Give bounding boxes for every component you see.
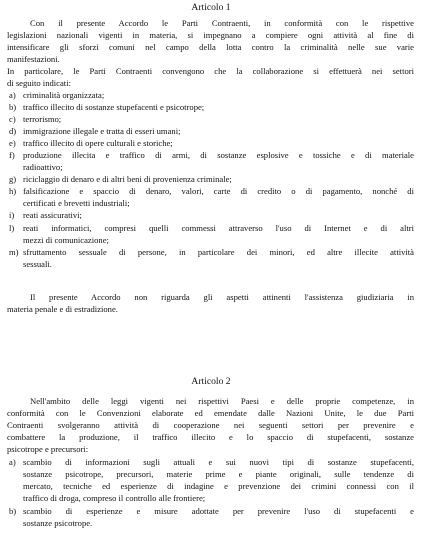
list-marker: d) <box>9 126 17 136</box>
list-item-continuation: certificati e brevetti industriali; <box>23 198 130 208</box>
list-marker: c) <box>9 114 16 124</box>
list-marker: f) <box>9 150 15 160</box>
list-item-text: scambio di informazioni sugli attuali e sui nuovi tipi di sostanze stupefacenti, <box>23 457 414 467</box>
article-1-p3-line: materia penale e di estradizione. <box>7 304 118 314</box>
list-marker: b) <box>9 506 17 516</box>
list-item-text: scambio di esperienze e misure adottate per prevenire l'uso di stupefacenti e <box>23 506 414 516</box>
article-2-p1-line: conformità con le Convenzioni elaborate ed emendate dalle Nazioni Unite, le due Parti <box>7 408 414 418</box>
list-item <box>9 186 414 197</box>
article-2-p1-line: combattere la produzione, il traffico illecito e lo spaccio di stupefacenti, sostanze <box>7 432 414 442</box>
list-item-continuation: sostanze psicotrope. <box>23 518 93 528</box>
list-item <box>9 90 104 101</box>
article-2-p1-line: Contraenti svolgeranno attività di cooperazione nei seguenti settori per prevenire e <box>7 420 414 430</box>
list-marker: h) <box>9 186 17 196</box>
article-2-p1-line: Nell'ambito delle leggi vigenti nei rispettivi Paesi e delle proprie competenze, in <box>30 396 414 406</box>
list-marker: g) <box>9 174 17 184</box>
article-1-p1-line: manifestazioni. <box>7 54 60 64</box>
list-item-text: falsificazione e spaccio di denaro, valori, carte di credito o di pagamento, nonché di <box>23 186 414 196</box>
article-1-title: Articolo 1 <box>191 2 231 13</box>
list-item-continuation: sessuali. <box>23 259 52 269</box>
list-item-text: reati assicurativi; <box>23 210 82 220</box>
list-item <box>9 138 173 149</box>
list-item-continuation: traffico di droga, compreso il controllo alle frontiere; <box>23 493 206 503</box>
list-item-text: criminalità organizzata; <box>23 90 105 100</box>
list-marker: i) <box>9 210 15 220</box>
list-item-text: reati informatici, compresi quelli commessi attraverso l'uso di Internet e di altri <box>23 223 414 233</box>
article-1-p1-line: intensificare gli sforzi comuni nel campo della lotta contro la criminalità nelle sue varie <box>7 42 414 52</box>
list-marker: m) <box>9 247 19 257</box>
list-marker: l) <box>9 223 15 233</box>
list-item <box>9 114 61 125</box>
list-item <box>9 210 82 221</box>
list-marker: a) <box>9 457 16 467</box>
article-1-p1-line: legislazioni nazionali vigenti in materia, si impegnano a compiere ogni attività al fine di <box>7 30 414 40</box>
list-item <box>9 506 414 517</box>
list-item <box>9 126 181 137</box>
list-item-text: riciclaggio di denaro e di altri beni di provenienza criminale; <box>23 174 232 184</box>
list-marker: b) <box>9 102 17 112</box>
list-item-continuation: sostanze psicotrope, precursori, materie prime e piante originali, sulle tendenze di <box>23 469 414 479</box>
list-item <box>9 150 414 161</box>
article-1-p3-line: Il presente Accordo non riguarda gli aspetti attinenti l'assistenza giudiziaria in <box>30 292 414 302</box>
article-1-p2-line: In particolare, le Parti Contraenti convengono che la collaborazione si effettuerà nei settori <box>7 66 414 76</box>
list-marker: a) <box>9 90 16 100</box>
list-item-continuation: mercato, tecniche ed esperienze di indagine e prevenzione dei crimini connessi con il <box>23 481 414 491</box>
list-item <box>9 457 414 468</box>
list-item-continuation: mezzi di comunicazione; <box>23 235 109 245</box>
article-2-title: Articolo 2 <box>191 376 231 387</box>
list-item-text: immigrazione illegale e tratta di esseri umani; <box>23 126 181 136</box>
article-1-p2-line: di seguito indicati: <box>7 78 71 88</box>
article-2-p1-line: psicotrope e precursori: <box>7 444 89 454</box>
list-item-text: traffico illecito di opere culturali e storiche; <box>23 138 173 148</box>
list-item <box>9 247 414 258</box>
list-item <box>9 102 204 113</box>
list-item <box>9 223 414 234</box>
list-item-continuation: radioattivo; <box>23 162 63 172</box>
list-item-text: sfruttamento sessuale di persone, in particolare dei minori, ed altre illecite attività <box>23 247 414 257</box>
list-marker: e) <box>9 138 16 148</box>
article-1-p1-line: Con il presente Accordo le Parti Contraenti, in conformità con le rispettive <box>30 18 414 28</box>
list-item <box>9 174 232 185</box>
list-item-text: produzione illecita e traffico di armi, di sostanze esplosive e tossiche e di materiale <box>23 150 414 160</box>
list-item-text: traffico illecito di sostanze stupefacenti e psicotrope; <box>23 102 205 112</box>
list-item-text: terrorismo; <box>23 114 62 124</box>
